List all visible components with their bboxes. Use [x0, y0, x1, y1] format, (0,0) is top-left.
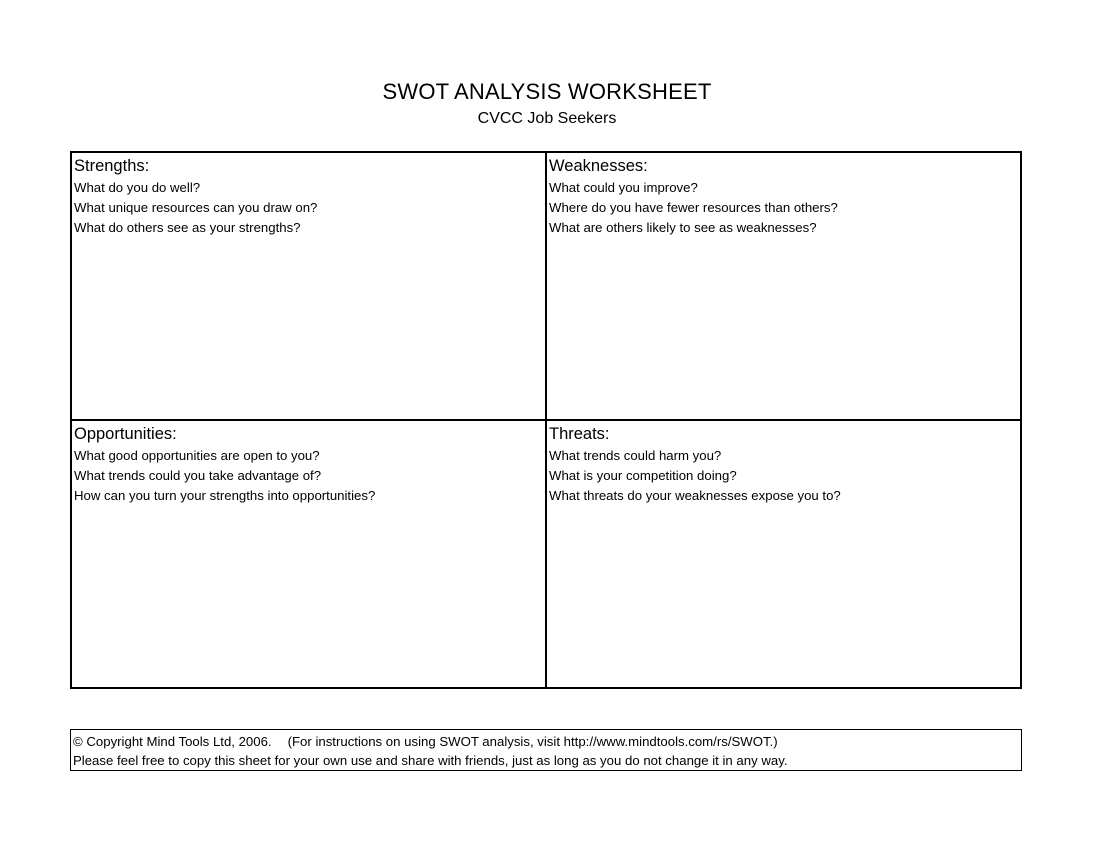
strengths-question: What unique resources can you draw on? [74, 200, 318, 216]
threats-quadrant[interactable] [547, 421, 1020, 687]
page-subtitle: CVCC Job Seekers [477, 110, 617, 127]
strengths-quadrant[interactable] [72, 153, 547, 421]
opportunities-question: How can you turn your strengths into opportunities? [74, 488, 376, 504]
opportunities-quadrant[interactable] [72, 421, 547, 687]
threats-question: What is your competition doing? [549, 468, 737, 484]
strengths-title: Strengths: [74, 157, 150, 175]
weaknesses-title: Weaknesses: [549, 157, 648, 175]
weaknesses-question: Where do you have fewer resources than others? [549, 200, 838, 216]
weaknesses-questions [549, 178, 1017, 239]
opportunities-question: What trends could you take advantage of? [74, 468, 322, 484]
instructions-text: (For instructions on using SWOT analysis, visit http://www.mindtools.com/rs/SWOT.) [287, 734, 778, 749]
threats-question: What trends could harm you? [549, 448, 722, 463]
footer-notice: Please feel free to copy this sheet for your own use and share with friends, just as long as you do not change it in any way. [73, 753, 788, 768]
opportunities-title: Opportunities: [74, 425, 177, 443]
strengths-question: What do others see as your strengths? [74, 220, 301, 236]
copyright-text: © Copyright Mind Tools Ltd, 2006. [73, 734, 272, 749]
footer-line-copyright [73, 732, 1019, 751]
strengths-questions [74, 178, 542, 239]
opportunities-question: What good opportunities are open to you? [74, 448, 320, 463]
threats-questions [549, 446, 1017, 507]
page-title: SWOT ANALYSIS WORKSHEET [382, 79, 712, 104]
copyright-footer [70, 729, 1022, 771]
threats-title: Threats: [549, 425, 610, 443]
strengths-question: What do you do well? [74, 180, 201, 195]
weaknesses-question: What could you improve? [549, 180, 698, 195]
threats-question: What threats do your weaknesses expose you to? [549, 488, 841, 504]
weaknesses-quadrant[interactable] [547, 153, 1020, 421]
weaknesses-question: What are others likely to see as weaknesses? [549, 220, 817, 236]
opportunities-questions [74, 446, 542, 507]
swot-grid [70, 151, 1022, 689]
